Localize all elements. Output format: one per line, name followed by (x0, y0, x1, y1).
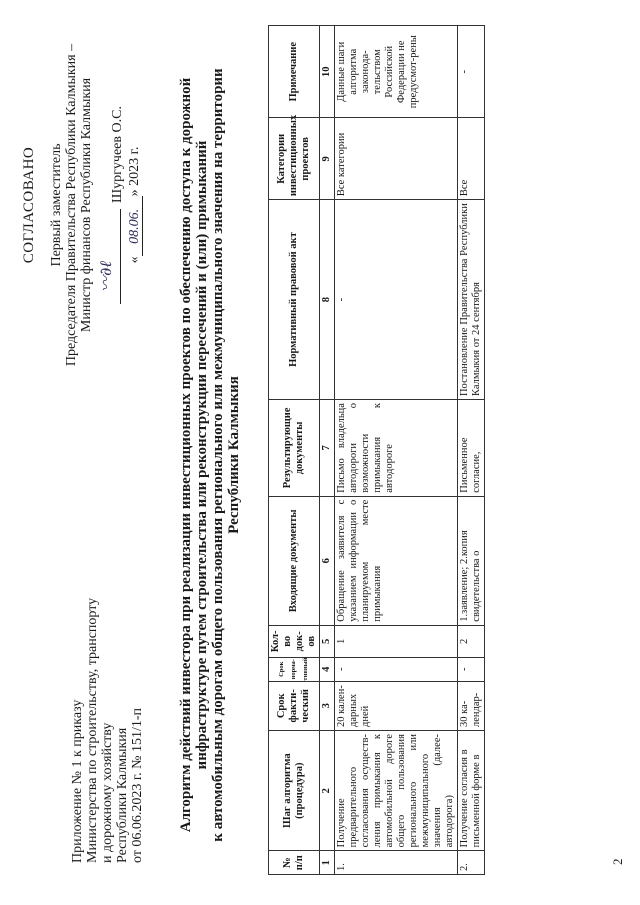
algorithm-table (268, 25, 485, 875)
table-row (335, 26, 458, 875)
input-docs-cell: 1.заявление; 2.копия свидетельства о (458, 496, 485, 625)
column-number: 7 (320, 400, 335, 497)
header-cell: Результирующие документы (269, 400, 320, 497)
header-cell: Кол-во док-ов (269, 625, 320, 657)
header-cell: Примечание (269, 26, 320, 118)
document-title (178, 35, 242, 875)
table-header-row (269, 26, 320, 875)
handwritten-signature: 〰∂ℓ (96, 261, 115, 292)
column-number: 9 (320, 118, 335, 200)
appendix-reference (70, 573, 145, 863)
step-cell: Получение согласия в письменной форме в (458, 731, 485, 851)
column-number: 10 (320, 26, 335, 118)
column-number: 1 (320, 851, 335, 875)
note-cell: - (458, 26, 485, 118)
header-cell: Срок факти-ческий (269, 681, 320, 730)
approval-block (22, 35, 143, 375)
approval-position: Министр финансов Республики Калмыкия (79, 77, 94, 333)
header-cell: Шаг алгоритма (процедура) (269, 731, 320, 851)
column-number: 3 (320, 681, 335, 730)
signer-name: Шургучеев О.С. (110, 106, 125, 203)
approval-position: Председателя Правительства Республики Калмыкия – (64, 43, 79, 367)
norm-term-cell: - (458, 657, 485, 681)
appendix-line: Республики Калмыкия (115, 727, 130, 863)
title-line: к автомобильным дорогам общего пользования регионального или межмуниципального значения на территории (210, 68, 226, 842)
signature-row (96, 35, 125, 375)
doc-count-cell: 1 (335, 625, 458, 657)
step-cell: Получение предварительного согласования осуществ-ления примыкания к автомобильной дороге общего пользования регионального или межмуниципального значения (далее-автодорога) (335, 731, 458, 851)
header-cell: Входящие документы (269, 496, 320, 625)
output-docs-cell: Письменное согласие, (458, 400, 485, 497)
category-cell: Все категории (335, 118, 458, 200)
legal-act-cell: - (335, 200, 458, 400)
note-cell: Данные шаги алгоритма законода-тельством Российской Федерации не предусмот-рены (335, 26, 458, 118)
approval-header: СОГЛАСОВАНО (21, 146, 37, 264)
fact-term-cell: 20 кален-дарных дней (335, 681, 458, 730)
header-cell: Нормативный правовой акт (269, 200, 320, 400)
column-number-row (320, 26, 335, 875)
title-line: Алгоритм действий инвестора при реализации инвестиционных проектов по обеспечению доступа к дорожной (178, 77, 194, 833)
column-number: 6 (320, 496, 335, 625)
date-handwritten: 08.06. (127, 196, 143, 256)
legal-act-cell: Постановление Правительства Республики Калмыкия от 24 сентября (458, 200, 485, 400)
category-cell: Все (458, 118, 485, 200)
output-docs-cell: Письмо владельца автодороги о возможности примыкания к автодороге (335, 400, 458, 497)
input-docs-cell: Обращение заявителя с указанием информации о планируемом месте примыкания (335, 496, 458, 625)
table-row (458, 26, 485, 875)
column-number: 5 (320, 625, 335, 657)
row-number: 2. (458, 851, 485, 875)
header-cell: № п/п (269, 851, 320, 875)
approval-position: Первый заместитель (49, 143, 64, 267)
norm-term-cell: - (335, 657, 458, 681)
row-number: 1. (335, 851, 458, 875)
appendix-line: Министерства по строительству, транспорту (85, 597, 100, 863)
date-year: 2023 г. (127, 146, 142, 186)
column-number: 4 (320, 657, 335, 681)
page-number: 2 (610, 858, 625, 865)
fact-term-cell: 30 ка-лендар- (458, 681, 485, 730)
title-line: инфраструктуре путем строительства или реконструкции пересечений и (или) примыканий (194, 140, 210, 770)
approval-date: «08.06.» 2023 г. (127, 146, 142, 264)
column-number: 8 (320, 200, 335, 400)
appendix-line: от 06.06.2023 г. № 151/1-п (130, 708, 145, 863)
column-number: 2 (320, 731, 335, 851)
appendix-line: Приложение № 1 к приказу (70, 699, 85, 863)
doc-count-cell: 2 (458, 625, 485, 657)
header-cell: Категории инвестиционных проектов (269, 118, 320, 200)
signature-line (96, 209, 121, 304)
appendix-line: и дорожному хозяйству (100, 722, 115, 863)
title-line: Республики Калмыкия (226, 376, 242, 534)
header-cell: Срок норма-тивный (269, 657, 320, 681)
